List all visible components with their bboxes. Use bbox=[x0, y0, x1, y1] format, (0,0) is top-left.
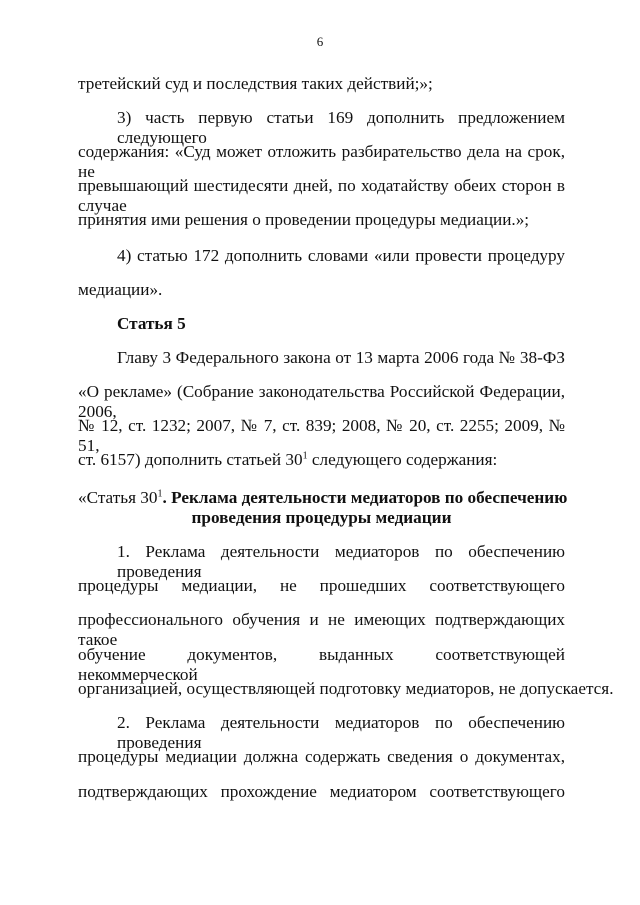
text-line: обучение документов, выданных соответствующей некоммерческой bbox=[78, 645, 565, 684]
text-line: содержания: «Суд может отложить разбирательство дела на срок, не bbox=[78, 142, 565, 181]
page-number: 6 bbox=[316, 34, 324, 49]
text-line: процедуры медиации должна содержать сведения о документах, bbox=[78, 747, 565, 766]
text-line: Главу 3 Федерального закона от 13 марта 2006 года № 38-ФЗ bbox=[117, 348, 565, 367]
text-line: 3) часть первую статьи 169 дополнить предложением следующего bbox=[117, 108, 565, 147]
text-line: организацией, осуществляющей подготовку медиаторов, не допускается. bbox=[78, 679, 614, 698]
text-line bbox=[78, 450, 565, 470]
superscript: 1 bbox=[302, 450, 308, 462]
article-dot: . bbox=[162, 488, 172, 507]
text-line: 4) статью 172 дополнить словами «или провести процедуру bbox=[117, 246, 565, 265]
article-heading bbox=[78, 488, 568, 508]
text-line: подтверждающих прохождение медиатором соответствующего bbox=[78, 782, 565, 801]
text-line: третейский суд и последствия таких действий;»; bbox=[78, 74, 433, 93]
article-title-line2: проведения процедуры медиации bbox=[191, 508, 452, 527]
text-line: профессионального обучения и не имеющих подтверждающих такое bbox=[78, 610, 565, 649]
text-line: медиации». bbox=[78, 280, 163, 299]
text-line: 2. Реклама деятельности медиаторов по обеспечению проведения bbox=[117, 713, 565, 752]
text-line: превышающий шестидесяти дней, по ходатайству обеих сторон в случае bbox=[78, 176, 565, 215]
text-line: принятия ими решения о проведении процедуры медиации.»; bbox=[78, 210, 530, 229]
text-line: 1. Реклама деятельности медиаторов по обеспечению проведения bbox=[117, 542, 565, 581]
section-heading: Статья 5 bbox=[117, 314, 186, 333]
article-title: Реклама деятельности медиаторов по обеспечению bbox=[171, 488, 568, 507]
text-segment: следующего содержания: bbox=[311, 450, 498, 469]
text-segment: ст. 6157) дополнить статьей 30 bbox=[78, 450, 303, 469]
text-line: процедуры медиации, не прошедших соответствующего bbox=[78, 576, 565, 595]
article-prefix: «Статья 30 bbox=[78, 488, 158, 507]
text-line: «О рекламе» (Собрание законодательства Российской Федерации, 2006, bbox=[78, 382, 565, 421]
superscript: 1 bbox=[157, 488, 163, 500]
text-line: № 12, ст. 1232; 2007, № 7, ст. 839; 2008, № 20, ст. 2255; 2009, № 51, bbox=[78, 416, 565, 455]
